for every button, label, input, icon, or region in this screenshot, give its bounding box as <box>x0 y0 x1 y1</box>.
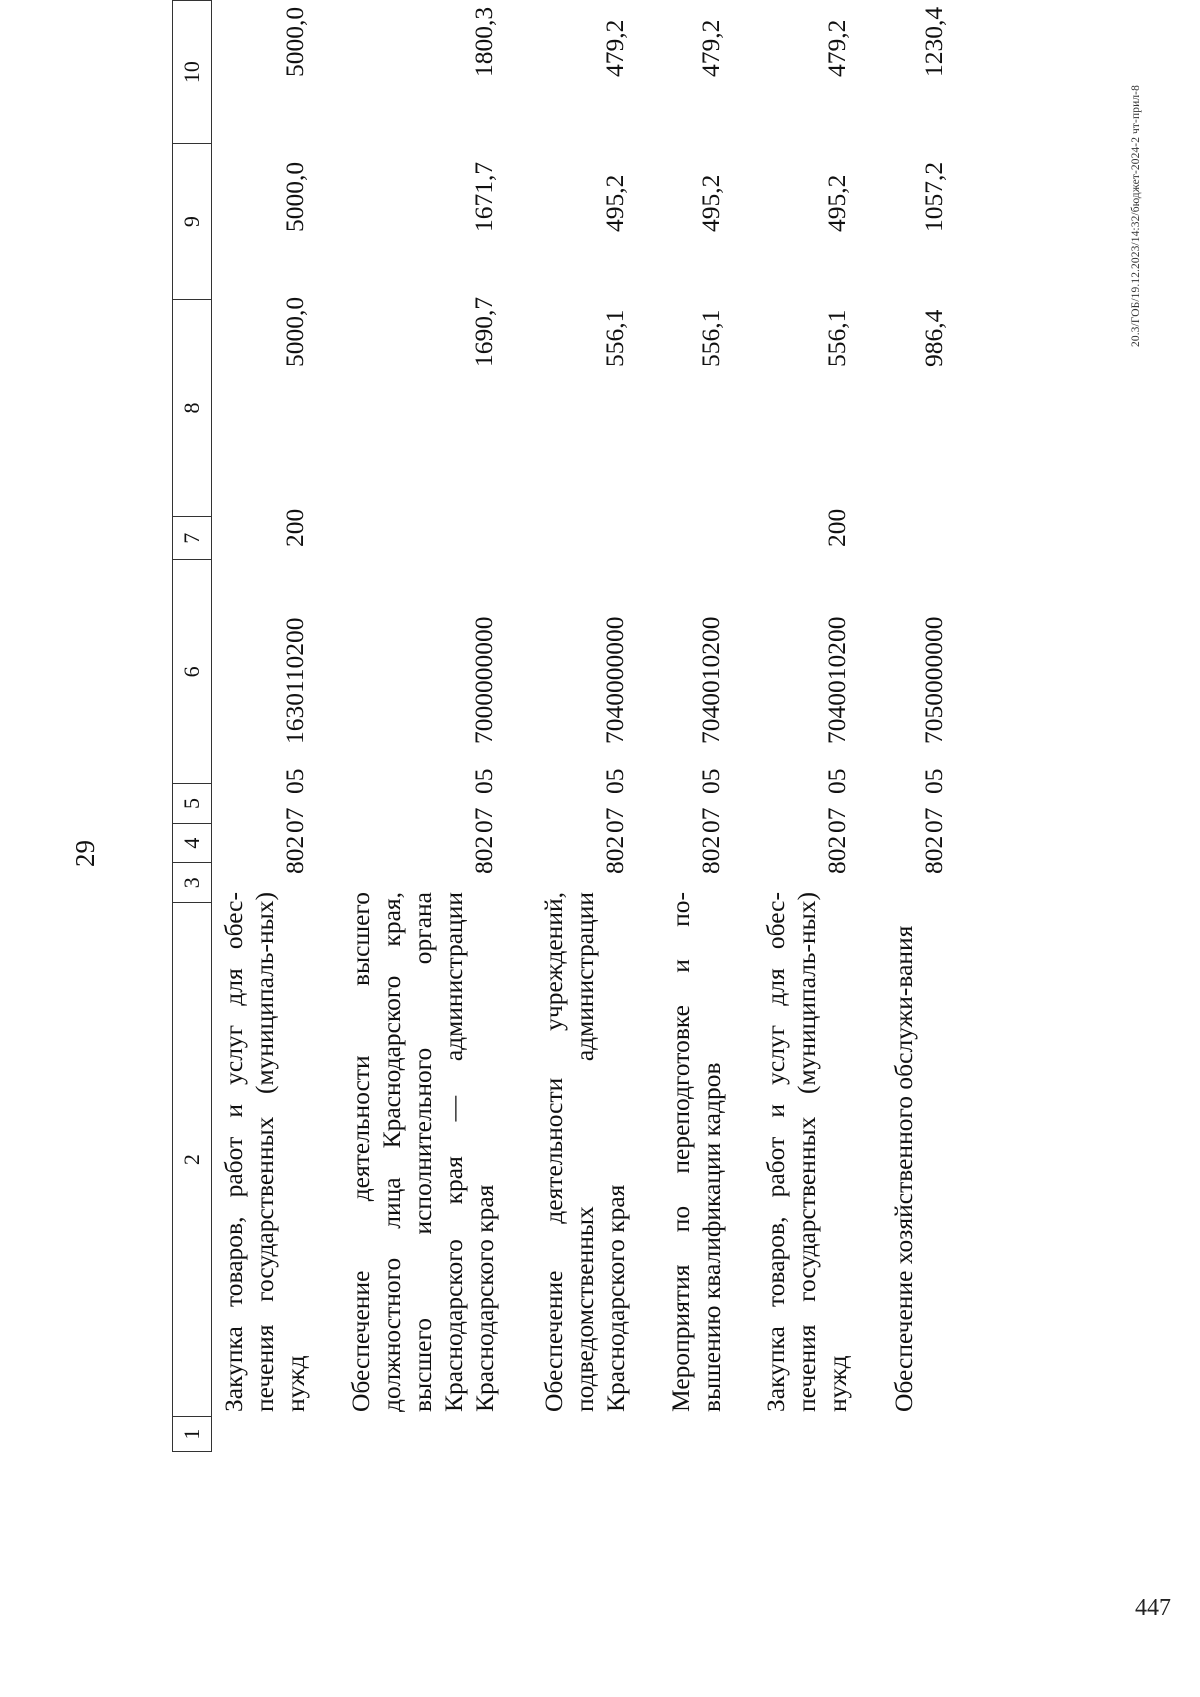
header-col-9: 9 <box>173 144 212 300</box>
cell-c5: 05 <box>822 768 851 794</box>
cell-c4: 07 <box>280 807 309 833</box>
cell-c4: 07 <box>469 807 498 833</box>
cell-c9: 495,2 <box>600 174 629 232</box>
cell-c6: 7000000000 <box>469 616 498 744</box>
cell-c5: 05 <box>280 768 309 794</box>
header-col-8: 8 <box>173 300 212 517</box>
cell-c10: 479,2 <box>696 19 725 77</box>
cell-c10: 1230,4 <box>919 6 948 77</box>
row-description: Обеспечение деятельности учреждений, подведомственных администрации Краснодарского края <box>539 892 630 1412</box>
cell-c4: 07 <box>600 807 629 833</box>
cell-c7: 200 <box>822 508 851 547</box>
row-description: Мероприятия по переподготовке и по-вышению квалификации кадров <box>666 892 726 1412</box>
cell-c9: 5000,0 <box>280 161 309 232</box>
cell-c9: 495,2 <box>696 174 725 232</box>
cell-c8: 1690,7 <box>469 296 498 367</box>
cell-c6: 7040000000 <box>600 616 629 744</box>
header-col-3: 3 <box>173 863 212 903</box>
cell-c8: 986,4 <box>919 309 948 367</box>
cell-c3: 802 <box>919 835 948 874</box>
cell-c10: 479,2 <box>600 19 629 77</box>
cell-c3: 802 <box>280 835 309 874</box>
cell-c3: 802 <box>469 835 498 874</box>
sheet-number: 447 <box>1135 1595 1171 1621</box>
page-number: 29 <box>70 840 100 867</box>
cell-c6: 7050000000 <box>919 616 948 744</box>
cell-c4: 07 <box>696 807 725 833</box>
cell-c3: 802 <box>600 835 629 874</box>
footer-code: 20.3/ГОБ/19.12.2023/14:32/бюджет-2024-2 чт-прил-8 <box>1130 85 1142 347</box>
cell-c4: 07 <box>822 807 851 833</box>
cell-c8: 556,1 <box>822 309 851 367</box>
cell-c5: 05 <box>469 768 498 794</box>
cell-c5: 05 <box>696 768 725 794</box>
cell-c6: 7040010200 <box>822 616 851 744</box>
cell-c6: 1630110200 <box>280 617 309 744</box>
cell-c5: 05 <box>600 768 629 794</box>
row-description: Закупка товаров, работ и услуг для обес-печения государственных (муниципаль-ных) нужд <box>761 892 852 1412</box>
header-col-4: 4 <box>173 823 212 863</box>
cell-c8: 556,1 <box>600 309 629 367</box>
cell-c7: 200 <box>280 508 309 547</box>
row-description: Обеспечение хозяйственного обслужи-вания <box>889 925 918 1412</box>
cell-c4: 07 <box>919 807 948 833</box>
cell-c8: 5000,0 <box>280 296 309 367</box>
row-description: Обеспечение деятельности высшего должностного лица Краснодарского края, высшего исполнительного органа Краснодарского края — администрации Краснодарского края <box>346 892 499 1412</box>
cell-c6: 7040010200 <box>696 616 725 744</box>
cell-c9: 495,2 <box>822 174 851 232</box>
cell-c5: 05 <box>919 768 948 794</box>
header-col-10: 10 <box>173 1 212 144</box>
cell-c3: 802 <box>822 835 851 874</box>
header-col-7: 7 <box>173 516 212 560</box>
header-col-1: 1 <box>173 1417 212 1452</box>
header-col-6: 6 <box>173 560 212 784</box>
cell-c9: 1057,2 <box>919 161 948 232</box>
cell-c10: 1800,3 <box>469 6 498 77</box>
cell-c8: 556,1 <box>696 309 725 367</box>
header-col-5: 5 <box>173 784 212 824</box>
table-header <box>172 0 212 1452</box>
cell-c3: 802 <box>696 835 725 874</box>
header-col-2: 2 <box>173 902 212 1416</box>
row-description: Закупка товаров, работ и услуг для обес-печения государственных (муниципаль-ных) нужд <box>219 892 310 1412</box>
cell-c10: 5000,0 <box>280 6 309 77</box>
cell-c10: 479,2 <box>822 19 851 77</box>
cell-c9: 1671,7 <box>469 161 498 232</box>
